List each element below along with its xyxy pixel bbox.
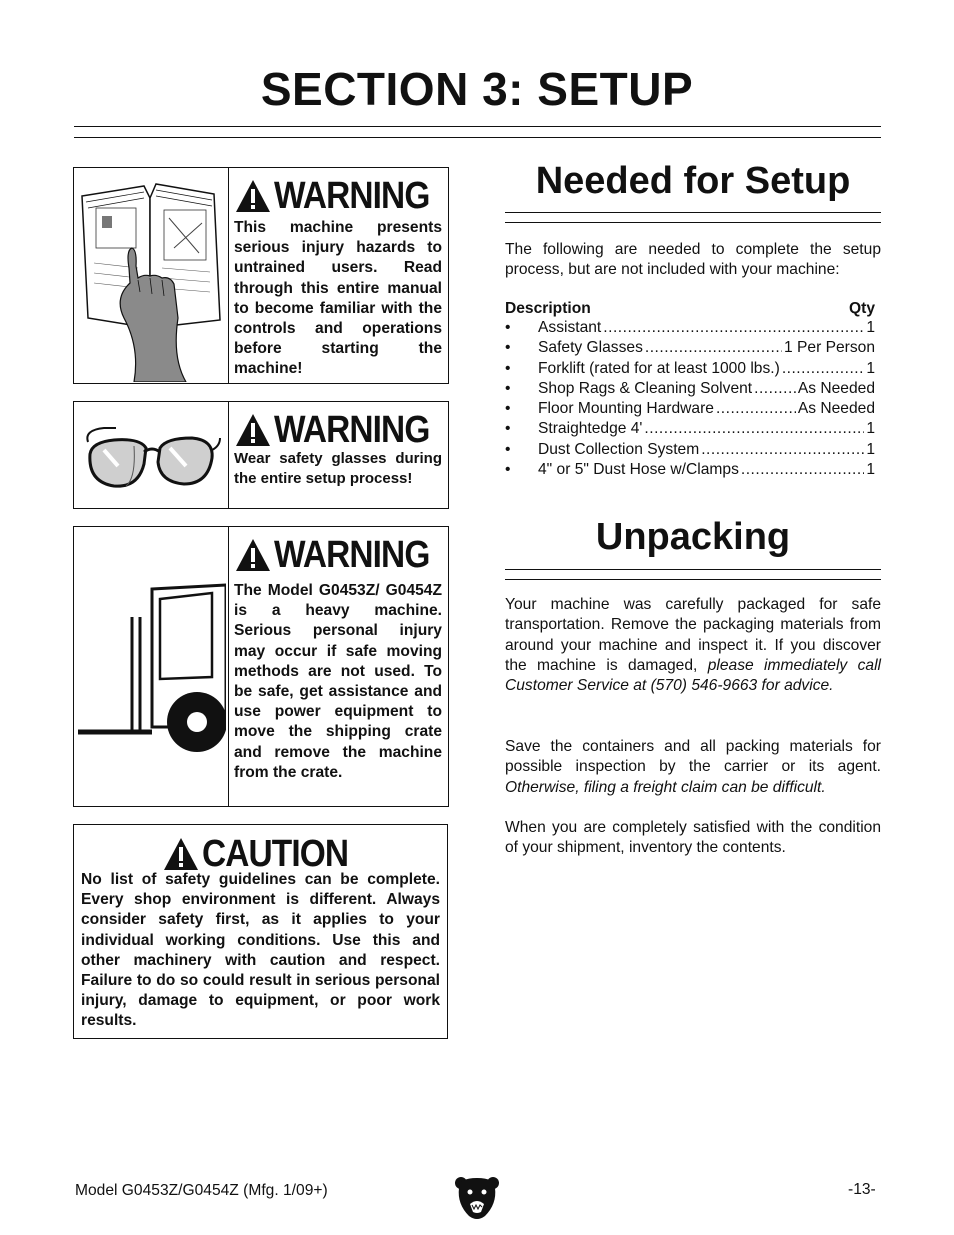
- needed-item: [505, 419, 875, 439]
- needed-item: [505, 440, 875, 460]
- bullet-icon: •: [505, 440, 511, 458]
- needed-item-qty: 1: [866, 359, 875, 377]
- unpacking-p1-text: Your machine was carefully packaged for safe transportation. Remove the packaging materials from around your machine and inspect it. If you discover the machine is damaged,: [505, 596, 881, 674]
- title-rule-bottom: [74, 137, 881, 138]
- unpacking-paragraph-3: When you are completely satisfied with the condition of your shipment, inventory the contents.: [505, 819, 881, 857]
- safety-glasses-icon: [74, 402, 229, 508]
- unpacking-paragraph-1: [505, 595, 881, 696]
- col-qty: Qty: [849, 300, 875, 317]
- needed-item-qty: 1 Per Person: [783, 339, 875, 357]
- page-title: SECTION 3: SETUP: [260, 63, 694, 115]
- needed-item-label: Floor Mounting Hardware: [538, 400, 714, 418]
- needed-item-label: Straightedge 4': [538, 420, 643, 438]
- needed-item-qty: 1: [866, 461, 875, 479]
- leader-dots: [754, 379, 796, 399]
- leader-dots: [645, 338, 782, 358]
- needed-heading: Needed for Setup: [535, 160, 851, 202]
- warning-box-forklift: [73, 526, 449, 807]
- manual-reading-icon: [74, 168, 229, 383]
- unpacking-heading: Unpacking: [595, 516, 791, 558]
- needed-item-label: Safety Glasses: [538, 339, 643, 357]
- needed-item: [505, 318, 875, 338]
- warning-box-glasses: [73, 401, 449, 509]
- unpacking-rule-bottom: [505, 579, 881, 580]
- needed-item-label: Assistant: [538, 319, 602, 336]
- needed-item-qty: 1: [866, 319, 875, 336]
- bullet-icon: •: [505, 339, 511, 357]
- bullet-icon: •: [505, 359, 511, 377]
- unpacking-paragraph-2: [505, 737, 881, 798]
- leader-dots: [741, 460, 864, 480]
- bullet-icon: •: [505, 461, 511, 479]
- title-rule-top: [74, 126, 881, 127]
- warning-header: WARNING: [274, 175, 430, 217]
- leader-dots: [603, 318, 864, 338]
- caution-text: No list of safety guidelines can be complete. Every shop environment is different. Always consider safety first, as it applies to your individual working conditions. Use this and other machinery with caution and respect. Failure to do so could result in serious personal injury, damage to equipment, or poor work results.: [81, 871, 440, 1030]
- leader-dots: [644, 419, 864, 439]
- bullet-icon: •: [505, 319, 511, 336]
- needed-item-qty: 1: [866, 440, 875, 458]
- needed-item: [505, 399, 875, 419]
- needed-item: [505, 460, 875, 480]
- needed-item-label: Dust Collection System: [538, 440, 700, 458]
- col-description: Description: [505, 300, 591, 317]
- leader-dots: [716, 399, 796, 419]
- needed-item-qty: As Needed: [797, 379, 875, 397]
- leader-dots: [701, 440, 864, 460]
- needed-list: [505, 300, 875, 480]
- caution-box: [73, 824, 448, 1039]
- unpacking-rule-top: [505, 569, 881, 570]
- warning-triangle-icon: [234, 178, 272, 214]
- bullet-icon: •: [505, 420, 511, 438]
- warning-box-manual: [73, 167, 449, 384]
- warning-text: Wear safety glasses during the entire setup process!: [234, 450, 442, 488]
- footer-model: Model G0453Z/G0454Z (Mfg. 1/09+): [75, 1182, 328, 1199]
- needed-item-qty: 1: [866, 420, 875, 438]
- bear-logo-icon: [455, 1174, 499, 1227]
- needed-list-header: [505, 300, 875, 318]
- needed-intro: The following are needed to complete the setup process, but are not included with your machine:: [505, 241, 881, 279]
- caution-header: CAUTION: [202, 833, 349, 875]
- needed-item: [505, 379, 875, 399]
- needed-item-label: 4" or 5" Dust Hose w/Clamps: [538, 461, 739, 479]
- leader-dots: [782, 359, 865, 379]
- needed-item-label: Forklift (rated for at least 1000 lbs.): [538, 359, 780, 377]
- unpacking-p1-italic: please immediately call Customer Service at (570) 546-9663 for advice.: [505, 656, 881, 695]
- bullet-icon: •: [505, 379, 511, 397]
- needed-rule-top: [505, 212, 881, 213]
- page-number: -13-: [848, 1181, 876, 1198]
- caution-triangle-icon: [162, 836, 200, 872]
- warning-text: The Model G0453Z/ G0454Z is a heavy machine. Serious personal injury may occur if safe moving methods are not used. To be safe, get assistance and use power equipment to move the shipping crate and remove the machine from the crate.: [234, 582, 442, 781]
- needed-items: [505, 318, 875, 480]
- warning-triangle-icon: [234, 537, 272, 573]
- warning-text: This machine presents serious injury hazards to untrained users. Read through this entire manual to become familiar with the controls and operations before starting the machine!: [234, 219, 442, 378]
- needed-item: [505, 359, 875, 379]
- unpacking-p2-text: Save the containers and all packing materials for possible inspection by the carrier or its agent.: [505, 738, 881, 776]
- forklift-icon: [74, 527, 229, 806]
- needed-rule-bottom: [505, 222, 881, 223]
- unpacking-p2-italic: Otherwise, filing a freight claim can be difficult.: [505, 778, 826, 796]
- warning-header: WARNING: [274, 534, 430, 576]
- warning-triangle-icon: [234, 412, 272, 448]
- needed-item: [505, 338, 875, 358]
- needed-item-qty: As Needed: [797, 400, 875, 418]
- bullet-icon: •: [505, 400, 511, 418]
- warning-header: WARNING: [274, 409, 430, 451]
- needed-item-label: Shop Rags & Cleaning Solvent: [538, 379, 753, 397]
